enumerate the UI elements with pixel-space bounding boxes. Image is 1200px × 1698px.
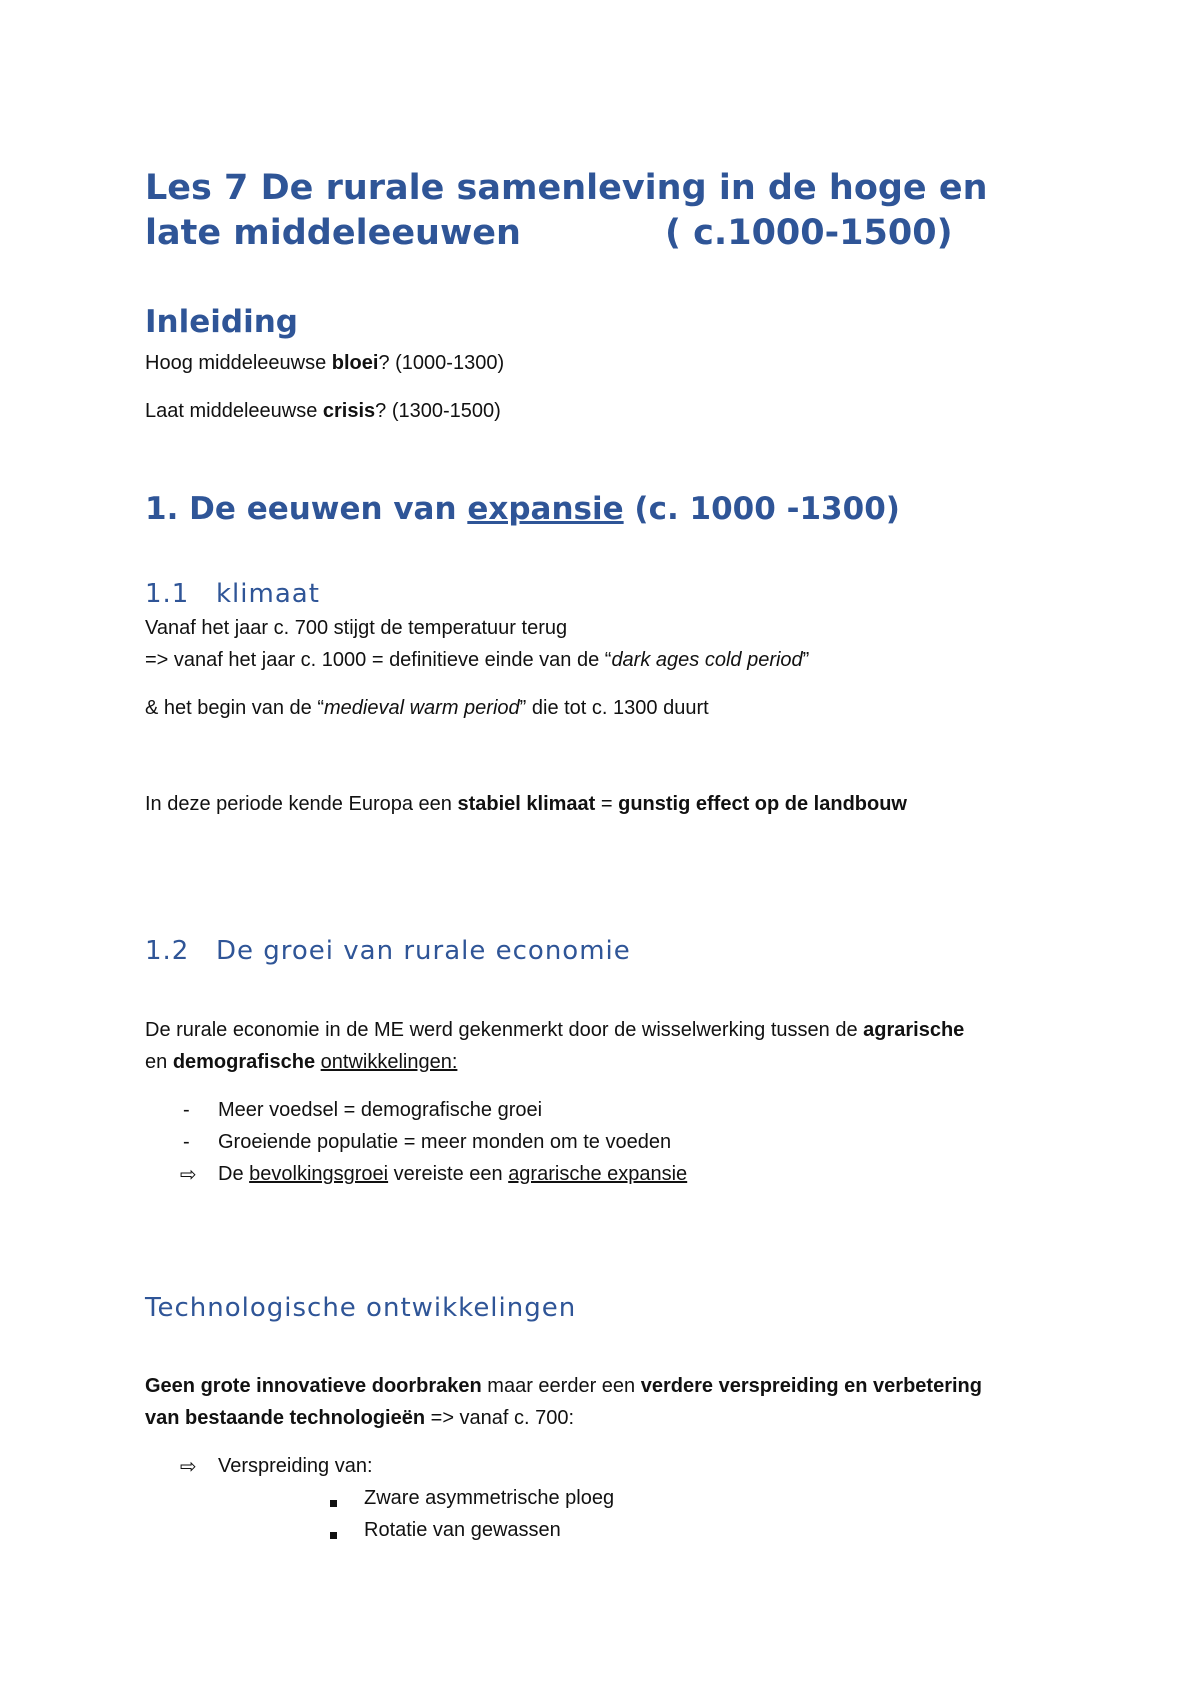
arrow-list-item: Verspreiding van:	[218, 1455, 373, 1477]
document-title-line2b: ( c.1000-1500)	[665, 213, 953, 253]
tech-para-line2-bold: van bestaande technologieën	[145, 1407, 426, 1429]
economie-para-line1	[145, 1017, 964, 1043]
section-1-2-number: 1.2	[145, 936, 190, 966]
arrow-bullet-icon: ⇨	[180, 1162, 197, 1186]
intro-heading: Inleiding	[145, 304, 298, 340]
arrow-item-b: vereiste een	[388, 1163, 509, 1185]
tech-para-line1	[145, 1373, 982, 1399]
klimaat-line2	[145, 647, 809, 673]
klimaat-line4-bold1: stabiel klimaat	[457, 793, 596, 815]
tech-para-line2	[145, 1405, 574, 1431]
economie-para-line2-underlined: ontwikkelingen:	[320, 1051, 458, 1073]
dash-bullet: -	[183, 1131, 190, 1153]
intro-line1-a: Hoog middeleeuwse	[145, 352, 332, 374]
section1-heading-a: 1. De eeuwen van	[145, 491, 468, 527]
klimaat-line4-bold2: gunstig effect op de landbouw	[618, 793, 907, 815]
klimaat-line4-c: =	[595, 793, 619, 815]
economie-para-line2-bold: demografische	[172, 1051, 316, 1073]
intro-line2-c: ? (1300-1500)	[375, 400, 501, 422]
economie-para-line1-a: De rurale economie in de ME werd gekenmerkt door de wisselwerking tussen de	[145, 1019, 864, 1041]
section1-heading	[145, 490, 900, 528]
section-1-2-title: De groei van rurale economie	[216, 936, 631, 966]
klimaat-line2-a: => vanaf het jaar c. 1000 = definitieve einde van de “	[145, 649, 612, 671]
economie-para-line1-bold: agrarische	[863, 1019, 965, 1041]
list-item: Meer voedsel = demografische groei	[218, 1099, 543, 1121]
arrow-item-underlined2: agrarische expansie	[508, 1163, 688, 1185]
klimaat-line3	[145, 695, 709, 721]
klimaat-line2-italic: dark ages cold period	[611, 649, 803, 671]
arrow-item-a: De	[218, 1163, 250, 1185]
economie-para-line2	[145, 1049, 457, 1075]
square-bullet-icon	[330, 1526, 337, 1544]
klimaat-line3-italic: medieval warm period	[324, 697, 520, 719]
sub-list-item: Zware asymmetrische ploeg	[364, 1487, 615, 1509]
arrow-list-item	[218, 1161, 687, 1187]
klimaat-line3-c: ” die tot c. 1300 duurt	[519, 697, 709, 719]
tech-para-line2-a: => vanaf c. 700:	[425, 1407, 575, 1429]
intro-line1	[145, 350, 504, 376]
square-bullet-icon	[330, 1494, 337, 1512]
tech-heading: Technologische ontwikkelingen	[145, 1293, 577, 1323]
intro-line2	[145, 398, 501, 424]
section-1-1-number: 1.1	[145, 579, 190, 609]
intro-line2-bold: crisis	[322, 400, 376, 422]
intro-line1-bold: bloei	[331, 352, 379, 374]
klimaat-line3-a: & het begin van de “	[145, 697, 325, 719]
document-title-line2a: late middeleeuwen	[145, 213, 521, 253]
dash-bullet: -	[183, 1099, 190, 1121]
tech-para-line1-bold1: Geen grote innovatieve doorbraken	[145, 1375, 482, 1397]
klimaat-line4-a: In deze periode kende Europa een	[145, 793, 458, 815]
arrow-item-underlined1: bevolkingsgroei	[249, 1163, 389, 1185]
section1-heading-b: (c. 1000 -1300)	[623, 491, 900, 527]
document-title-line1: Les 7 De rurale samenleving in de hoge en	[145, 168, 988, 208]
tech-para-line1-bold2: verdere verspreiding en verbetering	[640, 1375, 982, 1397]
klimaat-line4	[145, 791, 907, 817]
intro-line1-c: ? (1000-1300)	[378, 352, 505, 374]
economie-para-line2-a: en	[145, 1051, 173, 1073]
sub-list-item: Rotatie van gewassen	[364, 1519, 561, 1541]
section1-heading-underlined: expansie	[467, 491, 624, 527]
section-1-1-title: klimaat	[216, 579, 320, 609]
list-item: Groeiende populatie = meer monden om te voeden	[218, 1131, 672, 1153]
klimaat-line2-c: ”	[802, 649, 810, 671]
intro-line2-a: Laat middeleeuwse	[145, 400, 323, 422]
arrow-bullet-icon: ⇨	[180, 1454, 197, 1478]
klimaat-line1: Vanaf het jaar c. 700 stijgt de temperatuur terug	[145, 617, 568, 639]
tech-para-line1-a: maar eerder een	[481, 1375, 641, 1397]
